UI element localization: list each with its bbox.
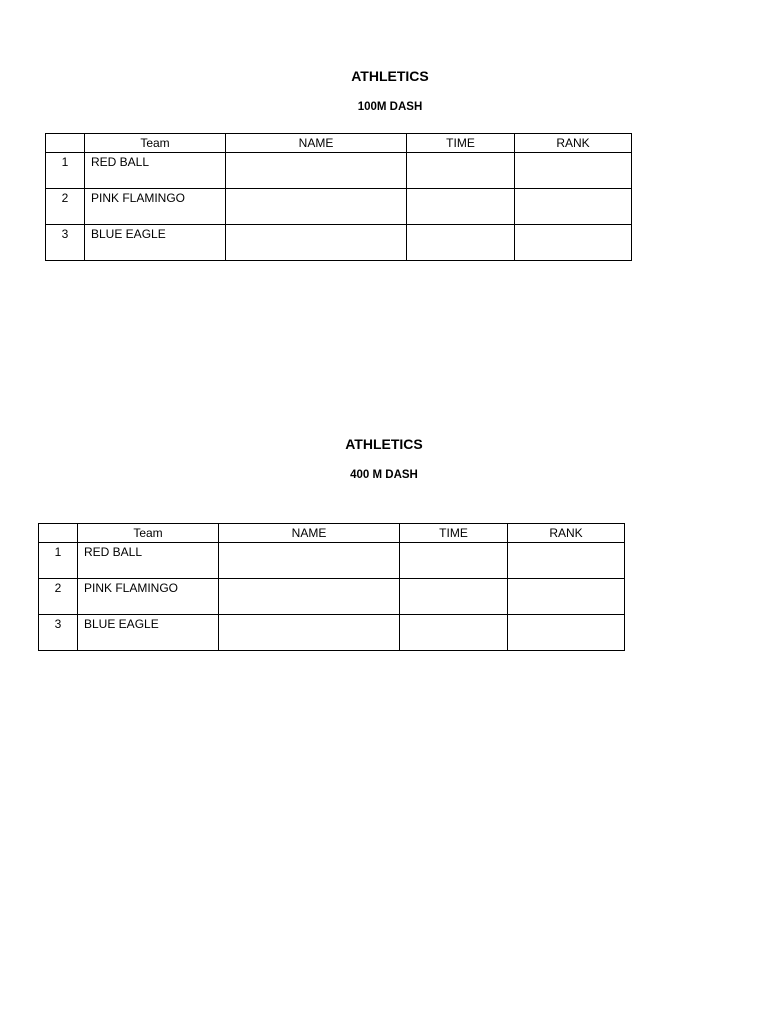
time-cell[interactable] [407,153,515,189]
row-number: 3 [46,225,85,261]
section-subtitle: 100M DASH [357,101,423,113]
rank-cell[interactable] [515,225,632,261]
section-title: ATHLETICS [351,68,429,84]
row-number: 1 [46,153,85,189]
table-row [39,615,625,651]
name-cell[interactable] [226,189,407,225]
row-number: 1 [39,543,78,579]
time-cell[interactable] [400,615,508,651]
table-header-row [39,524,625,543]
header-name: NAME [226,134,407,153]
table-row [46,225,632,261]
row-number: 2 [39,579,78,615]
name-cell[interactable] [226,225,407,261]
team-cell: RED BALL [85,153,226,189]
table-row [39,579,625,615]
name-cell[interactable] [219,543,400,579]
time-cell[interactable] [407,225,515,261]
row-number: 3 [39,615,78,651]
team-cell: BLUE EAGLE [85,225,226,261]
team-cell: RED BALL [78,543,219,579]
name-cell[interactable] [219,615,400,651]
rank-cell[interactable] [515,189,632,225]
section-title: ATHLETICS [345,436,423,452]
results-table [45,133,632,261]
time-cell[interactable] [400,543,508,579]
table-header-row [46,134,632,153]
section-subtitle: 400 M DASH [350,469,418,481]
header-rank: RANK [515,134,632,153]
header-team: Team [85,134,226,153]
table-row [39,543,625,579]
header-time: TIME [407,134,515,153]
time-cell[interactable] [407,189,515,225]
time-cell[interactable] [400,579,508,615]
results-table [38,523,625,651]
header-team: Team [78,524,219,543]
rank-cell[interactable] [508,543,625,579]
row-number: 2 [46,189,85,225]
rank-cell[interactable] [508,579,625,615]
header-name: NAME [219,524,400,543]
table-row [46,189,632,225]
header-number [39,524,78,543]
team-cell: PINK FLAMINGO [78,579,219,615]
name-cell[interactable] [219,579,400,615]
rank-cell[interactable] [508,615,625,651]
rank-cell[interactable] [515,153,632,189]
header-number [46,134,85,153]
team-cell: BLUE EAGLE [78,615,219,651]
team-cell: PINK FLAMINGO [85,189,226,225]
table-row [46,153,632,189]
header-time: TIME [400,524,508,543]
header-rank: RANK [508,524,625,543]
name-cell[interactable] [226,153,407,189]
